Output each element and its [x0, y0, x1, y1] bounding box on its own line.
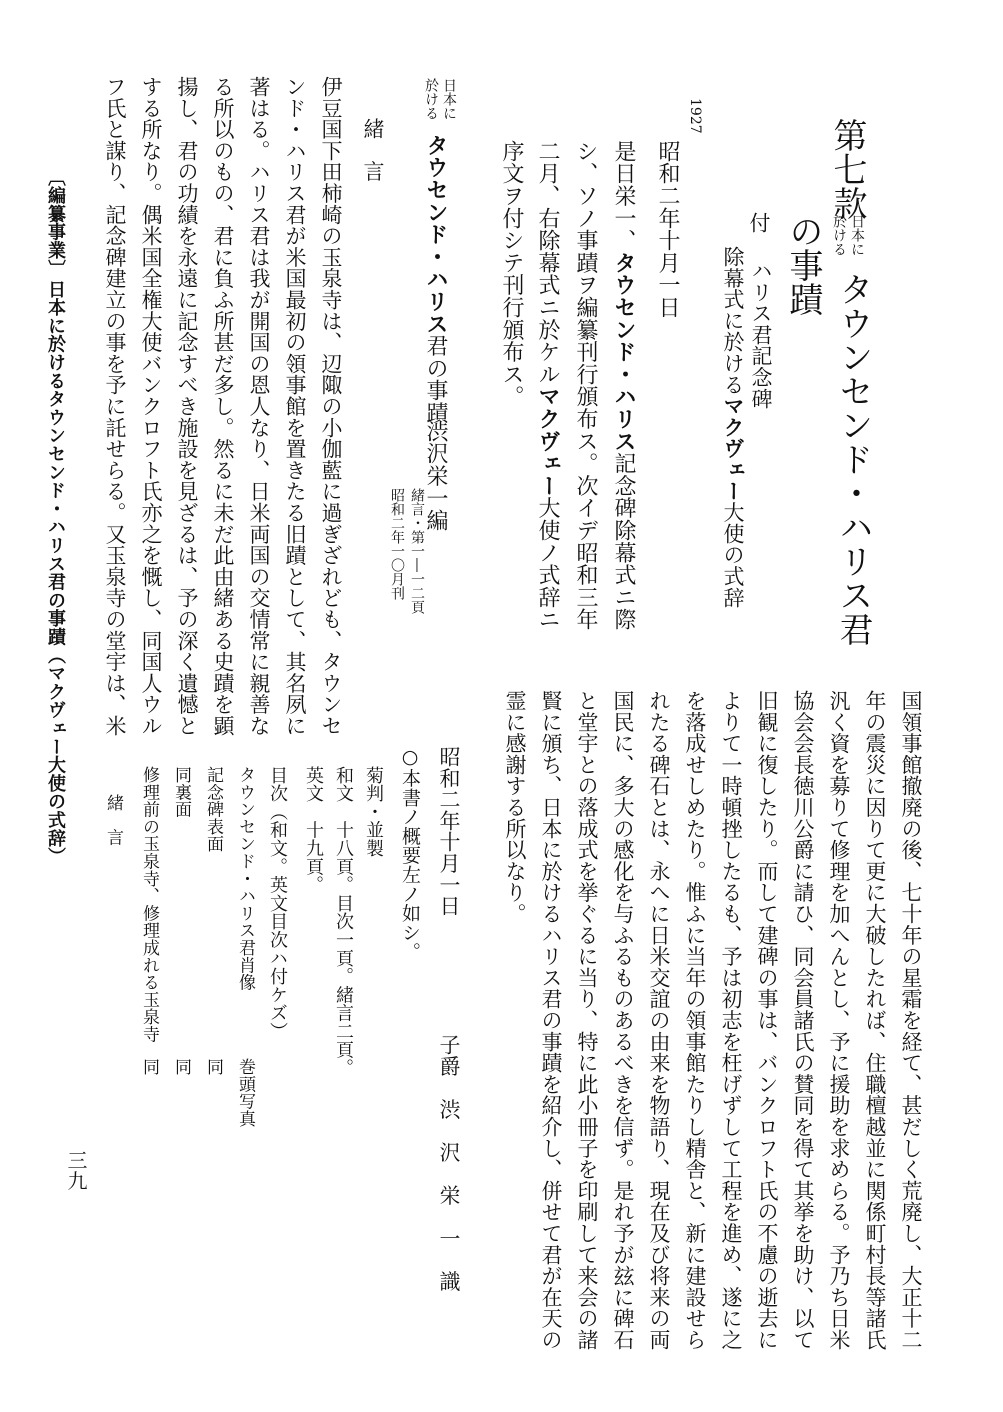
toc-item-name: タウンセンド・ハリス君肖像 [235, 766, 255, 991]
preface-cont-line-10: と堂宇との落成式を挙ぐるに当り、特に此小冊子を印刷して来会の諸 [575, 690, 599, 1351]
toc-item-kind: 巻頭写真 [235, 1058, 255, 1128]
source-title [424, 134, 446, 424]
entry-line-4: 序文ヲ付シテ刊行頒布ス。 [499, 140, 524, 408]
entry-date: 昭和二年十月一日 [655, 140, 680, 319]
toc-item-name: 修理前の玉泉寺、修理成れる玉泉寺 [139, 766, 159, 1043]
entry-line-1 [612, 140, 634, 631]
source-title-b: 君の事蹟 [423, 334, 448, 424]
footer-series: 〔編纂事業〕 [45, 168, 66, 278]
preface-line-5: 揚し、君の功績を永遠に記念すべき施設を見ざるは、予の深く遺憾と [175, 76, 199, 737]
entry-line-1-a: 是日栄一、 [611, 140, 636, 252]
section-prefix-line-1: 日本に [849, 214, 865, 256]
section-prefix [826, 214, 870, 260]
entry-line-3 [536, 140, 558, 631]
preface-cont-line-9: 国民に、多大の感化を与ふるものあるべきを信ず。是れ予が玆に碑石 [611, 690, 635, 1351]
summary-intro: ○本書ノ概要左ノ如シ。 [399, 746, 421, 962]
summary-format: 菊判・並製 [363, 766, 384, 858]
appendix-line-2-c: 大使の式辞 [721, 501, 745, 609]
source-title-a: タウセンド・ハリス [423, 134, 448, 335]
source-prefix [420, 78, 460, 124]
footer-running-title: 日本に於けるタウンセンド・ハリス君の事蹟（マクヴェー大使の式辞） [45, 280, 66, 866]
section-title-line2: の事蹟 [783, 214, 823, 316]
toc-item-kind: 同 [171, 1058, 191, 1076]
summary-toc: 目次（和文。英文目次ハ付ケズ） [267, 766, 288, 1041]
preface-cont-line-11: 賢に頒ち、日本に於けるハリス君の事蹟を紹介し、併せて君が在天の [539, 690, 563, 1351]
section-title-name: タウンセンド・ハリス君 [833, 272, 873, 646]
entry-line-1-c: 記念碑除幕式ニ際 [611, 452, 636, 631]
entry-line-2: シ、ソノ事蹟ヲ編纂刊行頒布ス。次イデ昭和三年 [573, 140, 598, 631]
section-prefix-line-2: 於ける [831, 214, 847, 256]
preface-cont-line-5: 旧観に復したり。而して建碑の事は、バンクロフト氏の不慮の逝去に [755, 690, 779, 1351]
preface-line-2: ンド・ハリス君が米国最初の領事館を置きたる旧蹟として、其名夙に [283, 76, 307, 737]
appendix-line-1: ハリス君記念碑 [749, 260, 773, 410]
appendix-line-2-a: 除幕式に於ける [721, 246, 745, 396]
source-prefix-line-2: 於ける [423, 78, 439, 120]
preface-cont-line-12: 霊に感謝する所以なり。 [503, 690, 527, 925]
preface-cont-line-1: 国領事館撤廃の後、七十年の星霜を経て、甚だしく荒廃し、大正十二 [899, 690, 923, 1351]
source-editor: 渋沢栄一編 [423, 420, 448, 532]
source-note-2: 昭和二年一〇月刊 [389, 488, 405, 600]
appendix-line-2 [722, 246, 743, 608]
preface-heading: 緒 言 [361, 118, 385, 182]
toc-item-kind: 同 [203, 1058, 223, 1076]
preface-cont-line-7: を落成せしめたり。惟ふに当年の領事館たりし精舎と、新に建設せら [683, 690, 707, 1351]
entry-line-3-c: 大使ノ式辞ニ [535, 496, 560, 631]
preface-cont-line-3: 汎く資を募りて修理を加へんとし、予に援助を求めらる。予乃ち日米 [827, 690, 851, 1351]
source-prefix-line-1: 日本に [441, 78, 457, 120]
toc-item-name: 記念碑表面 [203, 766, 223, 853]
entry-line-3-a: 二月、右除幕式ニ於ケル [535, 140, 560, 386]
preface-cont-line-8: れたる碑石とは、永へに日米交誼の由来を物語り、現在及び将来の両 [647, 690, 671, 1351]
page-number: 三九 [64, 1150, 88, 1191]
preface-cont-line-2: 年の震災に因りて更に大破したれば、住職檀越並に関係町村長等諸氏 [863, 690, 887, 1351]
preface-line-3: 著はる。ハリス君は我が開国の恩人なり、日米両国の交情常に親善な [247, 76, 271, 737]
preface-line-7: フ氏と謀り、記念碑建立の事を予に託せらる。又玉泉寺の堂宇は、米 [103, 76, 127, 737]
toc-item-name: 緒 言 [103, 794, 123, 846]
section-title [827, 118, 867, 220]
entry-line-3-b: マクヴェー [535, 385, 560, 497]
preface-cont-line-6: よりて一時頓挫したるも、予は初志を枉げずして工程を進め、遂に之 [719, 690, 743, 1351]
entry-line-1-b: タウセンド・ハリス [611, 251, 636, 453]
summary-english: 英文 十九頁。 [303, 766, 324, 895]
preface-signature: 子爵 渋 沢 栄 一 識 [437, 1034, 461, 1292]
preface-line-4: る所以のもの、君に負ふ所甚だ多し。然るに未だ此由緒ある史蹟を顕 [211, 76, 235, 737]
preface-line-6: する所なり。偶米国全権大使バンクロフト氏亦之を慨し、同国人ウル [139, 76, 163, 737]
section-number: 第七款 [827, 118, 867, 220]
appendix-line-2-b: マクヴェー [721, 395, 745, 502]
preface-cont-line-4: 協会会長徳川公爵に請ひ、同会員諸氏の賛同を得て其挙を助け、以て [791, 690, 815, 1351]
entry-year-western: 1927 [687, 98, 703, 134]
summary-japanese: 和文 十八頁。目次一頁。緒言二頁。 [333, 766, 354, 1078]
preface-line-1: 伊豆国下田柿崎の玉泉寺は、辺陬の小伽藍に過ぎざれども、タウンセ [319, 76, 343, 737]
appendix-mark: 付 [747, 212, 771, 234]
source-note-1: 緒言・第一―一二頁 [409, 488, 425, 614]
toc-item-name: 同裏面 [171, 766, 191, 818]
preface-date: 昭和二年十月一日 [437, 746, 461, 917]
toc-item-kind: 同 [139, 1058, 159, 1076]
